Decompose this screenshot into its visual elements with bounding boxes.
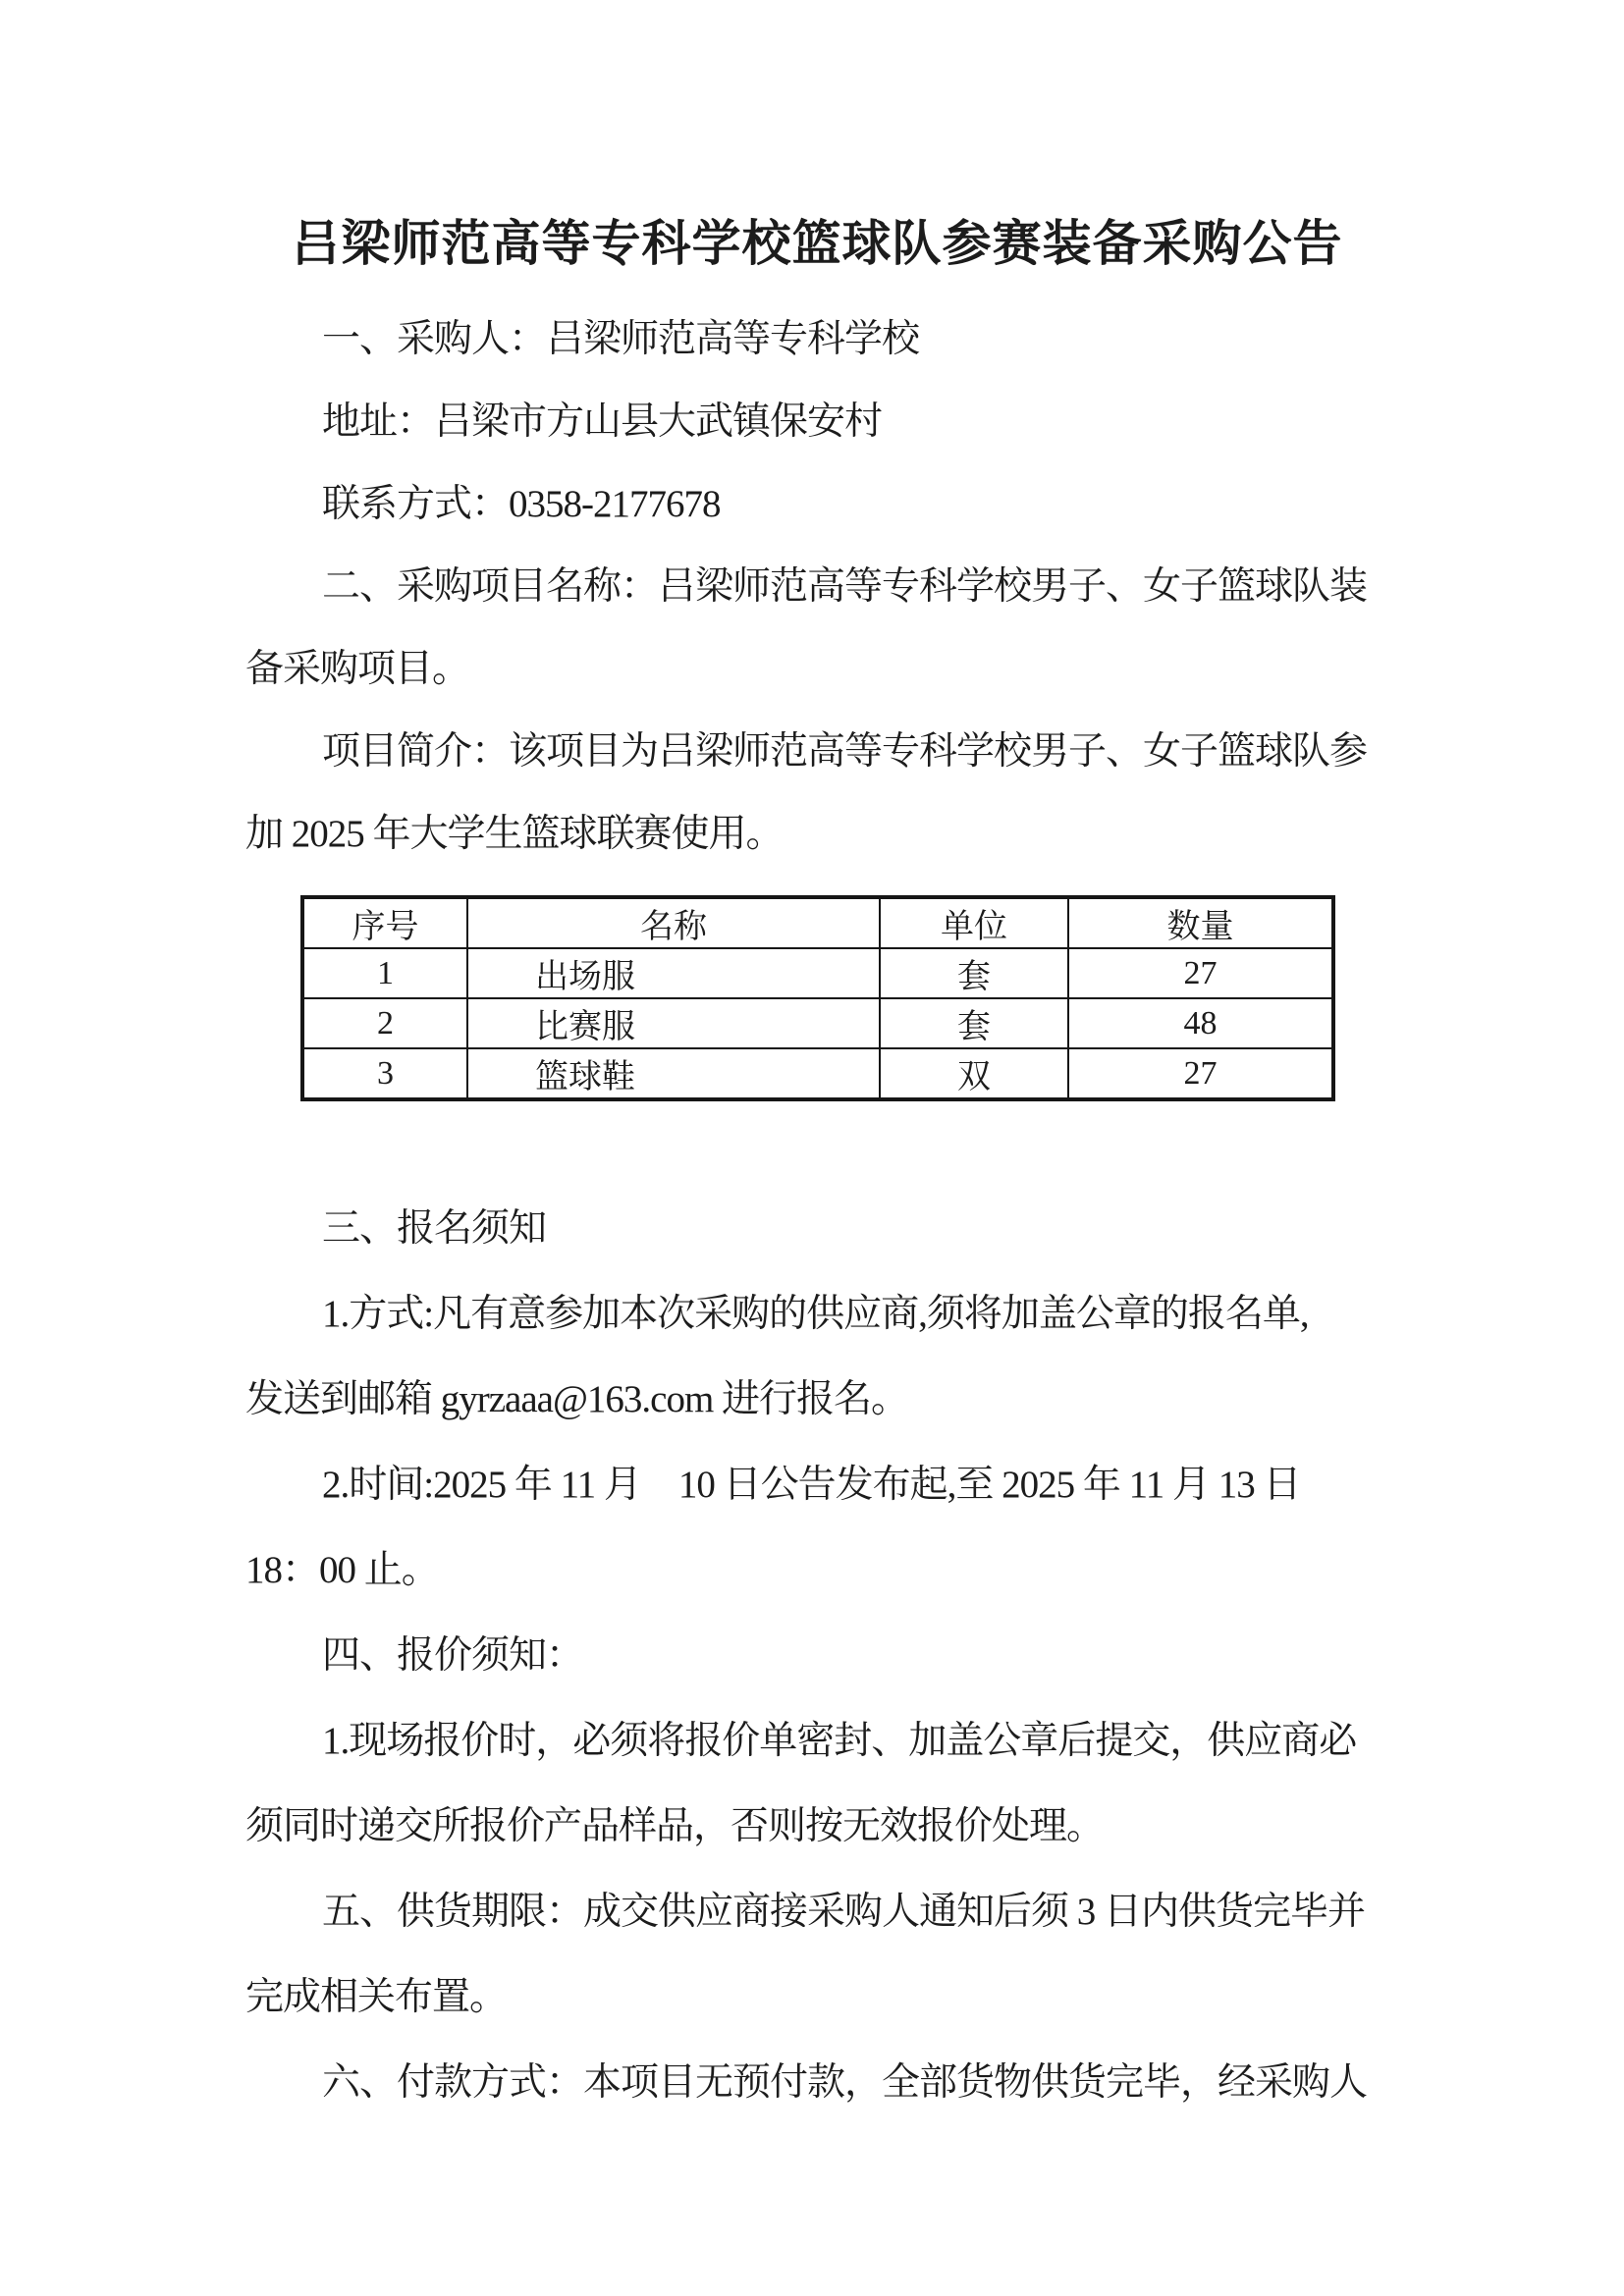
table-header-cell: 单位 (880, 897, 1068, 948)
table-header-cell: 名称 (467, 897, 880, 948)
table-cell: 套 (880, 998, 1068, 1048)
table-cell: 比赛服 (467, 998, 880, 1048)
table-cell: 27 (1068, 948, 1333, 998)
table-cell: 双 (880, 1048, 1068, 1099)
items-table-body (302, 948, 1333, 1099)
table-row (302, 1048, 1333, 1099)
paragraph-line: 18：00 止。 (245, 1549, 439, 1591)
paragraph-line: 二、采购项目名称：吕梁师范高等专科学校男子、女子篮球队装 (322, 565, 1368, 608)
table-cell: 27 (1068, 1048, 1333, 1099)
table-cell: 篮球鞋 (467, 1048, 880, 1099)
paragraph-line: 加 2025 年大学生篮球联赛使用。 (245, 813, 784, 855)
table-header-cell: 数量 (1068, 897, 1333, 948)
paragraph-line: 地址：吕梁市方山县大武镇保安村 (322, 400, 883, 443)
table-cell: 2 (302, 998, 467, 1048)
table-header-cell: 序号 (302, 897, 467, 948)
paragraph-line: 联系方式：0358-2177678 (322, 483, 721, 525)
paragraph-line: 发送到邮箱 gyrzaaa@163.com 进行报名。 (245, 1378, 909, 1420)
table-row (302, 948, 1333, 998)
paragraph-line: 2.时间:2025 年 11 月 10 日公告发布起,至 2025 年 11 月 13 日 (322, 1464, 1301, 1506)
items-table (300, 895, 1335, 1101)
table-cell: 出场服 (467, 948, 880, 998)
items-table-head (302, 897, 1333, 948)
paragraph-line: 四、报价须知： (322, 1634, 584, 1677)
paragraph-line: 三、报名须知 (322, 1207, 547, 1250)
paragraph-line: 六、付款方式：本项目无预付款，全部货物供货完毕，经采购人 (322, 2061, 1368, 2104)
section-purchaser-info (245, 298, 1388, 876)
paragraph-line: 1.方式:凡有意参加本次采购的供应商,须将加盖公章的报名单, (322, 1293, 1309, 1335)
table-cell: 1 (302, 948, 467, 998)
table-header-row (302, 897, 1333, 948)
paragraph-line: 五、供货期限：成交供应商接采购人通知后须 3 日内供货完毕并 (322, 1891, 1366, 1933)
paragraph-line: 备采购项目。 (245, 648, 470, 690)
table-cell: 套 (880, 948, 1068, 998)
paragraph-line: 完成相关布置。 (245, 1976, 508, 2018)
table-cell: 3 (302, 1048, 467, 1099)
paragraph-line: 须同时递交所报价产品样品，否则按无效报价处理。 (245, 1805, 1105, 1847)
table-row (302, 998, 1333, 1048)
section-notice-terms (245, 1186, 1388, 2125)
document-title: 吕梁师范高等专科学校篮球队参赛装备采购公告 (291, 216, 1343, 271)
paragraph-line: 1.现场报价时，必须将报价单密封、加盖公章后提交，供应商必 (322, 1720, 1357, 1762)
paragraph-line: 一、采购人：吕梁师范高等专科学校 (322, 318, 920, 360)
paragraph-line: 项目简介：该项目为吕梁师范高等专科学校男子、女子篮球队参 (322, 730, 1368, 773)
table-cell: 48 (1068, 998, 1333, 1048)
